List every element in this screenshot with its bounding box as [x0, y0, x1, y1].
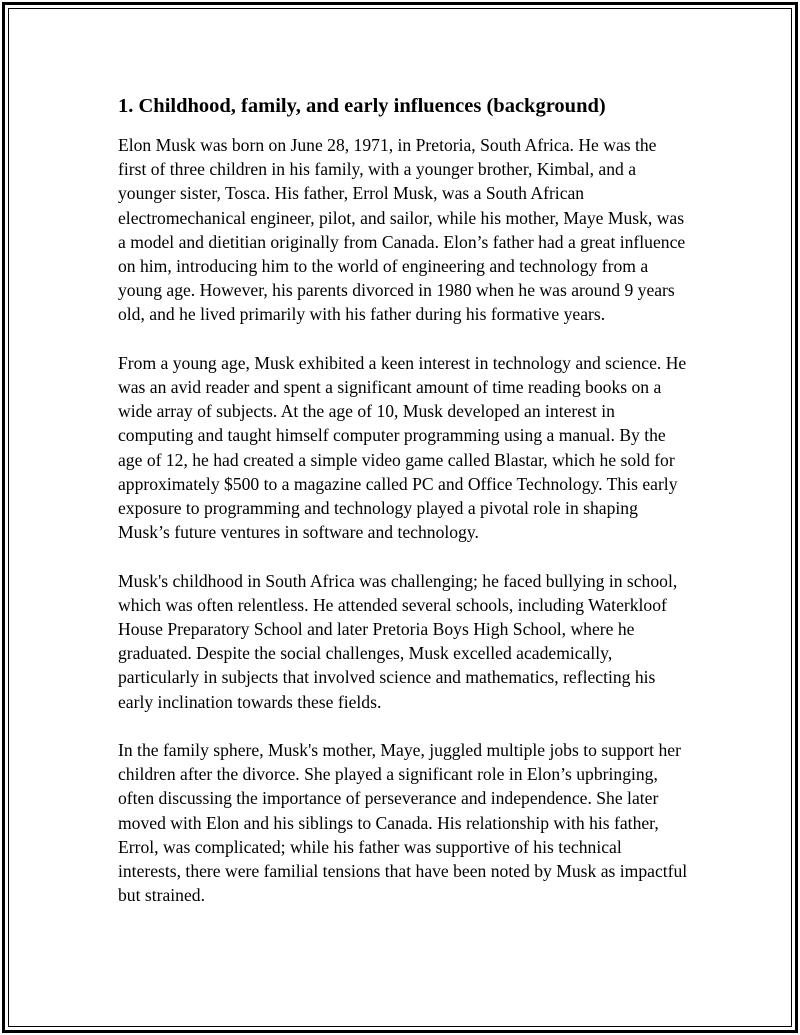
paragraph-family-sphere: In the family sphere, Musk's mother, Maye, juggled multiple jobs to support her children after the divorce. She played a significant role in Elon’s upbringing, often discussing the importance of perseverance and independence. She later moved with Elon and his siblings to Canada. His relationship with his father, Errol, was complicated; while his father was supportive of his technical interests, there were familial tensions that have been noted by Musk as impactful but strained.: [118, 740, 688, 906]
paragraph-schooling: Musk's childhood in South Africa was challenging; he faced bullying in school, which was often relentless. He attended several schools, including Waterkloof House Preparatory School and later Pretoria Boys High School, where he graduated. Despite the social challenges, Musk excelled academically, particularly in subjects that involved science and mathematics, reflecting his early inclination towards these fields.: [118, 570, 678, 712]
paragraph-early-interests: From a young age, Musk exhibited a keen interest in technology and science. He was an avid reader and spent a significant amount of time reading books on a wide array of subjects. At the age of 10, Musk developed an interest in computing and taught himself computer programming using a manual. By the age of 12, he had created a simple video game called Blastar, which he sold for approximately $500 to a magazine called PC and Office Technology. This early exposure to programming and technology played a pivotal role in shaping Musk’s future ventures in software and technology.: [118, 352, 687, 543]
document-body: [118, 93, 688, 932]
section-heading: 1. Childhood, family, and early influences (background): [118, 95, 606, 117]
paragraph-birth-family: Elon Musk was born on June 28, 1971, in Pretoria, South Africa. He was the first of three children in his family, with a younger brother, Kimbal, and a younger sister, Tosca. His father, Errol Musk, was a South African electromechanical engineer, pilot, and sailor, while his mother, Maye Musk, was a model and dietitian originally from Canada. Elon’s father had a great influence on him, introducing him to the world of engineering and technology from a young age. However, his parents divorced in 1980 when he was around 9 years old, and he lived primarily with his father during his formative years.: [118, 135, 686, 325]
